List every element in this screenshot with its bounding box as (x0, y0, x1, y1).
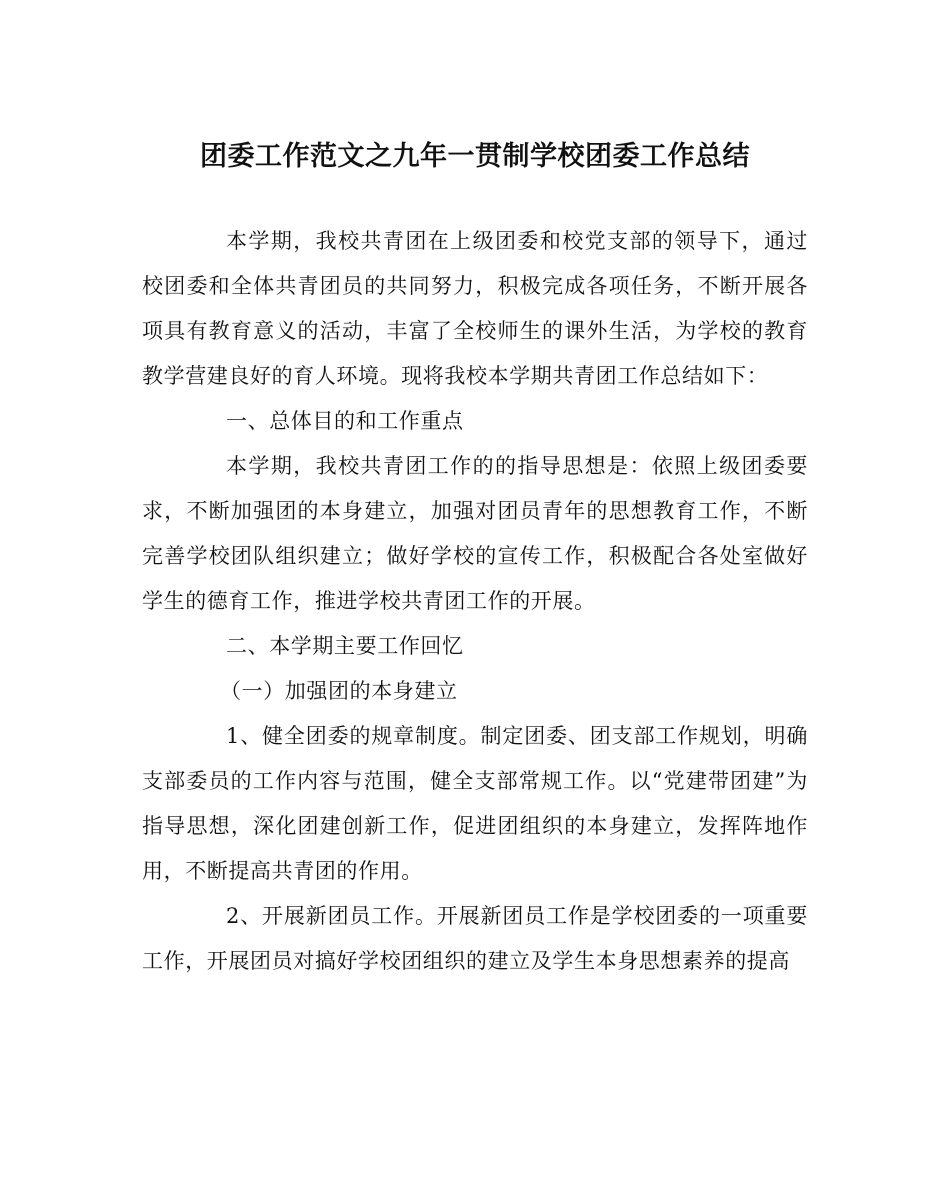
intro-paragraph: 本学期，我校共青团在上级团委和校党支部的领导下，通过校团委和全体共青团员的共同努力，积极完成各项任务，不断开展各项具有教育意义的活动，丰富了全校师生的课外生活，为学校的教育教学营建良好的育人环境。现将我校本学期共青团工作总结如下： (142, 229, 808, 388)
section-heading-2: 二、本学期主要工作回忆 (226, 634, 464, 658)
subsection-heading-1: （一）加强团的本身建立 (220, 679, 458, 703)
section-heading-1: 一、总体目的和工作重点 (226, 409, 464, 433)
section-1-paragraph: 本学期，我校共青团工作的的指导思想是：依照上级团委要求，不断加强团的本身建立，加强对团员青年的思想教育工作，不断完善学校团队组织建立；做好学校的宣传工作，积极配合各处室做好学生的德育工作，推进学校共青团工作的开展。 (142, 454, 808, 613)
document-body (142, 219, 808, 984)
item-1-paragraph: 1、健全团委的规章制度。制定团委、团支部工作规划，明确支部委员的工作内容与范围，健全支部常规工作。以“党建带团建”为指导思想，深化团建创新工作，促进团组织的本身建立，发挥阵地作用，不断提高共青团的作用。 (142, 724, 808, 883)
document-title: 团委工作范文之九年一贯制学校团委工作总结 (200, 141, 750, 172)
item-2-paragraph: 2、开展新团员工作。开展新团员工作是学校团委的一项重要工作，开展团员对搞好学校团组织的建立及学生本身思想素养的提高 (142, 904, 808, 973)
